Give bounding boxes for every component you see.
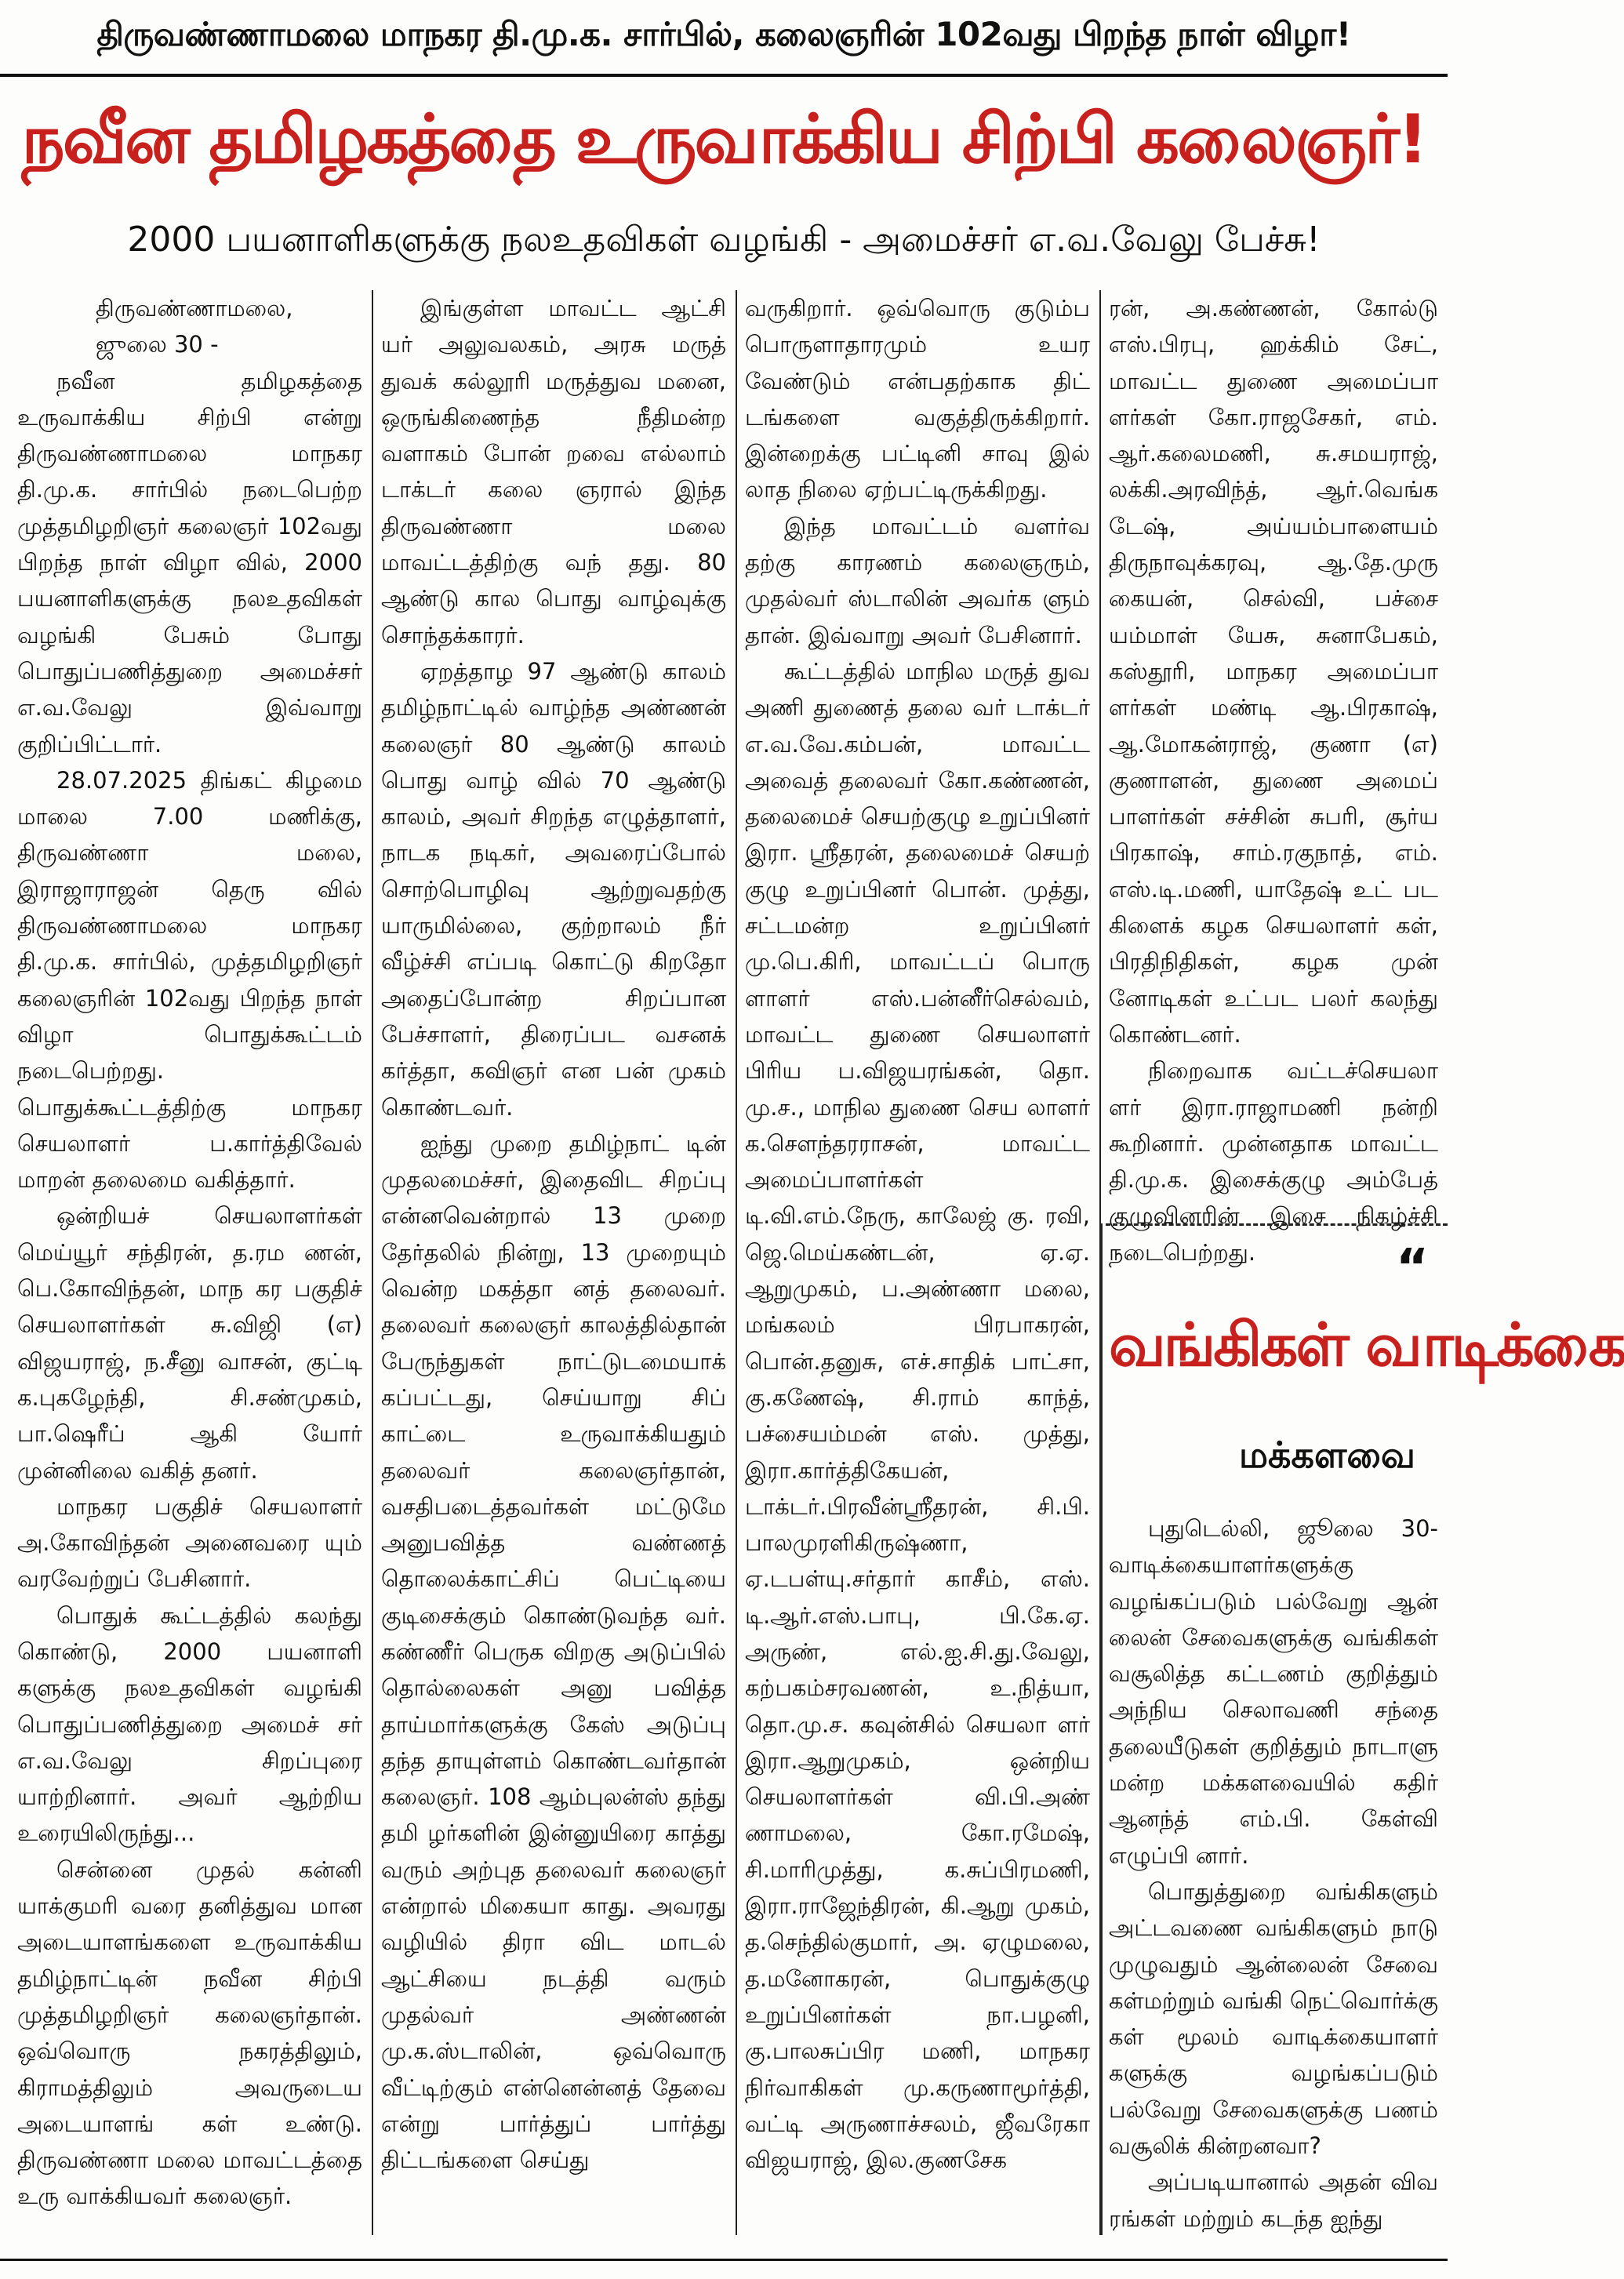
column-divider — [372, 290, 373, 2235]
kicker-line: திருவண்ணாமலை மாநகர தி.மு.க. சார்பில், கலைஞரின் 102வது பிறந்த நாள் விழா! — [96, 14, 1351, 53]
paragraph: ஏறத்தாழ 97 ஆண்டு காலம் தமிழ்நாட்டில் வாழ்ந்த அண்ணன் கலைஞர் 80 ஆண்டு காலம் பொது வாழ் வில் 70 ஆண்டு காலம், அவர் சிறந்த எழுத்தாளர், நாடக நடிகர், அவரைப்போல் சொற்பொழிவு ஆற்றுவதற்கு யாருமில்லை, குற்றாலம் நீர் வீழ்ச்சி எப்படி கொட்டு கிறதோ அதைப்போன்ற சிறப்பான பேச்சாளர், திரைப்பட வசனக் கர்த்தா, கவிஞர் என பன் முகம் கொண்டவர். — [381, 657, 726, 1121]
article-column-3 — [745, 290, 1090, 2235]
paragraph: நிறைவாக வட்டச்செயலா ளர் இரா.ராஜாமணி நன்றி கூறினார். முன்னதாக மாவட்ட தி.மு.க. இசைக்குழு அம்பேத் குழுவினரின் இசை நிகழ்ச்சி நடைபெற்றது. — [1109, 1057, 1438, 1266]
column-divider — [736, 290, 737, 2235]
paragraph: கூட்டத்தில் மாநில மருத் துவ அணி துணைத் தலை வர் டாக்டர் எ.வ.வே.கம்பன், மாவட்ட அவைத் தலைவர் கோ.கண்ணன், தலைமைச் செயற்குழு உறுப்பினர் இரா. ஸ்ரீதரன், தலைமைச் செயற் குழு உறுப்பினர் பொன். முத்து, சட்டமன்ற உறுப்பினர் மு.பெ.கிரி, மாவட்டப் பொரு ளாளர் எஸ்.பன்னீர்செல்வம், மாவட்ட துணை செயலாளர் பிரிய ப.விஜயரங்கன், தொ. மு.ச., மாநில துணை செய லாளர் க.சௌந்தரராசன், மாவட்ட அமைப்பாளர்கள் டி.வி.எம்.நேரு, காலேஜ் கு. ரவி, ஜெ.மெய்கண்டன், ஏ.ஏ. ஆறுமுகம், ப.அண்ணா மலை, மங்கலம் பிரபாகரன், பொன்.தனுசு, எச்.சாதிக் பாட்சா, கு.கணேஷ், சி.ராம் காந்த், பச்சையம்மன் எஸ். முத்து, இரா.கார்த்திகேயன், டாக்டர்.பிரவீன்ஸ்ரீதரன், சி.பி. பாலமுரளிகிருஷ்ணா, ஏ.டபள்யு.சர்தார் காசீம், எஸ். டி.ஆர்.எஸ்.பாபு, பி.கே.ஏ. அருண், எல்.ஐ.சி.து.வேலு, கற்பகம்சரவணன், உ.நித்யா, தொ.மு.ச. கவுன்சில் செயலா ளர் இரா.ஆறுமுகம், ஒன்றிய செயலாளர்கள் வி.பி.அண் ணாமலை, கோ.ரமேஷ், சி.மாரிமுத்து, க.சுப்பிரமணி, இரா.ராஜேந்திரன், கி.ஆறு முகம், த.செந்தில்குமார், அ. ஏழுமலை, த.மனோகரன், பொதுக்குழு உறுப்பினர்கள் நா.பழனி, கு.பாலசுப்பிர மணி, மாநகர நிர்வாகிகள் மு.கருணாமூர்த்தி, வட்டி அருணாச்சலம், ஜீவரேகா விஜயராஜ், இல.குணசேக — [745, 657, 1090, 2174]
paragraph: ஐந்து முறை தமிழ்நாட் டின் முதலமைச்சர், இதைவிட சிறப்பு என்னவென்றால் 13 முறை தேர்தலில் நின்று, 13 முறையும் வென்ற மகத்தா னத் தலைவர். தலைவர் கலைஞர் காலத்தில்தான் பேருந்துகள் நாட்டுடமையாக் கப்பட்டது, செய்யாறு சிப் காட்டை உருவாக்கியதும் தலைவர் கலைஞர்தான், வசதிபடைத்தவர்கள் மட்டுமே அனுபவித்த வண்ணத் தொலைக்காட்சிப் பெட்டியை குடிசைக்கும் கொண்டுவந்த வர். கண்ணீர் பெருக விறகு அடுப்பில் தொல்லைகள் அனு பவித்த தாய்மார்களுக்கு கேஸ் அடுப்பு தந்த தாயுள்ளம் கொண்டவர்தான் கலைஞர். 108 ஆம்புலன்ஸ் தந்து தமி ழர்களின் இன்னுயிரை காத்து வரும் அற்புத தலைவர் கலைஞர் என்றால் மிகையா காது. அவரது வழியில் திரா விட மாடல் ஆட்சியை நடத்தி வரும் முதல்வர் அண்ணன் மு.க.ஸ்டாலின், ஒவ்வொரு வீட்டிற்கும் என்னென்னத் தேவை என்று பார்த்துப் பார்த்து திட்டங்களை செய்து — [381, 1129, 726, 2174]
side-article-body — [1109, 1510, 1438, 2240]
paragraph: இந்த மாவட்டம் வளர்வ தற்கு காரணம் கலைஞரும், முதல்வர் ஸ்டாலின் அவர்க ளும் தான். இவ்வாறு அவர் பேசினார். — [745, 512, 1090, 649]
paragraph: ஒன்றியச் செயலாளர்கள் மெய்யூர் சந்திரன், த.ரம ணன், பெ.கோவிந்தன், மாந கர பகுதிச் செயலாளர்கள் சு.விஜி (எ) விஜயராஜ், ந.சீனு வாசன், குட்டி க.புகழேந்தி, சி.சண்முகம், பா.ஷெரீப் ஆகி யோர் முன்னிலை வகித் தனர். — [17, 1202, 362, 1484]
section-divider — [1106, 1223, 1448, 1226]
paragraph: வருகிறார். ஒவ்வொரு குடும்ப பொருளாதாரமும் உயர வேண்டும் என்பதற்காக திட் டங்களை வகுத்திருக்கிறார். இன்றைக்கு பட்டினி சாவு இல் லாத நிலை ஏற்பட்டிருக்கிறது. — [745, 295, 1090, 503]
paragraph: சென்னை முதல் கன்னி யாக்குமரி வரை தனித்துவ மான அடையாளங்களை உருவாக்கிய தமிழ்நாட்டின் நவீன சிற்பி முத்தமிழறிஞர் கலைஞர்தான். ஒவ்வொரு நகரத்திலும், கிராமத்திலும் அவருடைய அடையாளங் கள் உண்டு. திருவண்ணா மலை மாவட்டத்தை உரு வாக்கியவர் கலைஞர். — [17, 1856, 362, 2210]
paragraph: நவீன தமிழகத்தை உருவாக்கிய சிற்பி என்று திருவண்ணாமலை மாநகர தி.மு.க. சார்பில் நடைபெற்ற முத்தமிழறிஞர் கலைஞர் 102வது பிறந்த நாள் விழா வில், 2000 பயனாளிகளுக்கு நலஉதவிகள் வழங்கி பேசும் போது பொதுப்பணித்துறை அமைச்சர் எ.வ.வேலு இவ்வாறு குறிப்பிட்டார். — [17, 367, 362, 758]
dateline: திருவண்ணாமலை, ஜுலை 30 - — [96, 295, 293, 358]
bottom-rule — [0, 2259, 1448, 2261]
column-divider — [1101, 1223, 1103, 2235]
main-headline: நவீன தமிழகத்தை உருவாக்கிய சிற்பி கலைஞர்! — [21, 100, 1426, 179]
paragraph: பொதுத்துறை வங்கிகளும் அட்டவணை வங்கிகளும் நாடு முழுவதும் ஆன்லைன் சேவை கள்மற்றும் வங்கி நெட்வொர்க்கு கள் மூலம் வாடிக்கையாளர் களுக்கு வழங்கப்படும் பல்வேறு சேவைகளுக்கு பணம் வசூலிக் கின்றனவா? — [1109, 1877, 1438, 2160]
sub-headline: 2000 பயனாளிகளுக்கு நலஉதவிகள் வழங்கி - அமைச்சர் எ.வ.வேலு பேச்சு! — [127, 219, 1321, 260]
side-article-deck: மக்களவை — [1239, 1434, 1415, 1476]
quote-mark: “ — [1396, 1239, 1430, 1297]
article-column-2 — [381, 290, 726, 2235]
paragraph: அப்படியானால் அதன் விவ ரங்கள் மற்றும் கடந்த ஐந்து — [1109, 2168, 1438, 2232]
paragraph: இங்குள்ள மாவட்ட ஆட்சி யர் அலுவலகம், அரசு மருத் துவக் கல்லூரி மருத்துவ மனை, ஒருங்கிணைந்த நீதிமன்ற வளாகம் போன் றவை எல்லாம் டாக்டர் கலை ஞரால் இந்த திருவண்ணா மலை மாவட்டத்திற்கு வந் தது. 80 ஆண்டு கால பொது வாழ்வுக்கு சொந்தக்காரர். — [381, 295, 726, 649]
article-column-4 — [1109, 290, 1438, 1266]
paragraph: புதுடெல்லி, ஜூலை 30- வாடிக்கையாளர்களுக்கு வழங்கப்படும் பல்வேறு ஆன் லைன் சேவைகளுக்கு வங்கிகள் வசூலித்த கட்டணம் குறித்தும் அந்நிய செலாவணி சந்தை தலையீடுகள் குறித்தும் நாடாளு மன்ற மக்களவையில் கதிர் ஆனந்த் எம்.பி. கேள்வி எழுப்பி னார். — [1109, 1515, 1438, 1869]
paragraph: ரன், அ.கண்ணன், கோல்டு எஸ்.பிரபு, ஹக்கிம் சேட், மாவட்ட துணை அமைப்பா ளர்கள் கோ.ராஜசேகர், எம். ஆர்.கலைமணி, சு.சமயராஜ், லக்கி.அரவிந்த், ஆர்.வெங்க டேஷ், அய்யம்பாளையம் திருநாவுக்கரவு, ஆ.தே.முரு கையன், செல்வி, பச்சை யம்மாள் யேசு, சுனாபேகம், கஸ்தூரி, மாநகர அமைப்பா ளர்கள் மண்டி ஆ.பிரகாஷ், ஆ.மோகன்ராஜ், குணா (எ) குணாளன், துணை அமைப் பாளர்கள் சச்சின் சுபரி, சூர்ய பிரகாஷ், சாம்.ரகுநாத், எம். எஸ்.டி.மணி, யாதேஷ் உட் பட கிளைக் கழக செயலாளர் கள், பிரதிநிதிகள், கழக முன் னோடிகள் உட்பட பலர் கலந்து கொண்டனர். — [1109, 295, 1438, 1048]
side-article-headline: வங்கிகள் வாடிக்கை — [1109, 1310, 1624, 1379]
paragraph: பொதுக் கூட்டத்தில் கலந்து கொண்டு, 2000 பயனாளி களுக்கு நலஉதவிகள் வழங்கி பொதுப்பணித்துறை அமைச் சர் எ.வ.வேலு சிறப்புரை யாற்றினார். அவர் ஆற்றிய உரையிலிருந்து... — [17, 1601, 362, 1847]
article-column-1 — [17, 290, 362, 2235]
paragraph: மாநகர பகுதிச் செயலாளர் அ.கோவிந்தன் அனைவரை யும் வரவேற்றுப் பேசினார். — [17, 1492, 362, 1593]
top-rule — [0, 74, 1448, 77]
paragraph: 28.07.2025 திங்கட் கிழமை மாலை 7.00 மணிக்கு, திருவண்ணா மலை, இராஜாராஜன் தெரு வில் திருவண்ணாமலை மாநகர தி.மு.க. சார்பில், முத்தமிழறிஞர் கலைஞரின் 102வது பிறந்த நாள் விழா பொதுக்கூட்டம் நடைபெற்றது. பொதுக்கூட்டத்திற்கு மாநகர செயலாளர் ப.கார்த்திவேல் மாறன் தலைமை வகித்தார். — [17, 766, 362, 1194]
